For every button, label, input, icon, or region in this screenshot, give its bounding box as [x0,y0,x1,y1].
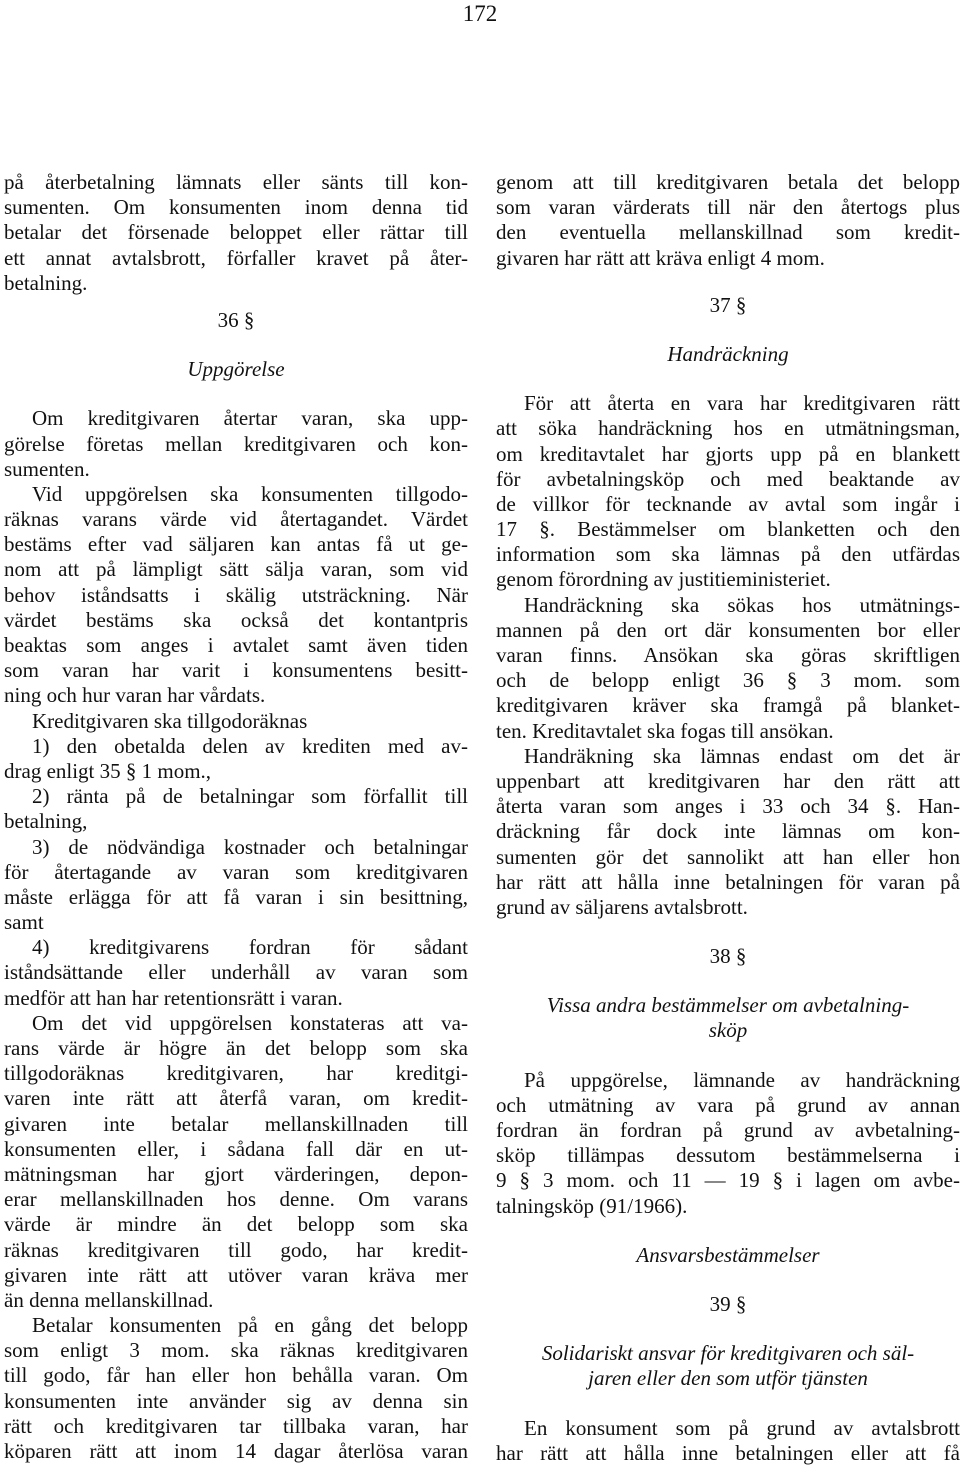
text-line: ett annat avtalsbrott, förfaller kravet på åter- [4,245,468,270]
text-line: genom förordning av justitieministeriet. [496,567,831,592]
text-line: den eventuella mellanskillnad som kredit- [496,220,960,245]
text-line: dräckning får dock inte lämnas om kon- [496,819,960,844]
text-line: konsumenten inte använder sig av denna sin [4,1388,468,1413]
text-line: erar mellanskillnaden hos denne. Om varans [4,1187,468,1212]
text-line: grund av säljarens avtalsbrott. [496,894,748,919]
text-line: 17 §. Bestämmelser om blanketten och den [496,517,960,542]
text-line: måste erlägga för att få varan i sin besittning, [4,884,468,909]
text-line: rätt och kreditgivaren tar tillbaka varan, har [4,1413,468,1438]
text-line: Om kreditgivaren återtar varan, ska upp- [32,406,468,431]
section-heading: 38 § [709,944,747,969]
section-heading: Vissa andra bestämmelser om avbetalning- [546,993,910,1018]
text-line: att söka handräckning hos en utmätningsman, [496,416,960,441]
text-line: som varan har varit i konsumentens besitt- [4,658,468,683]
spacer [496,271,960,293]
section-heading: 36 § [217,307,255,332]
text-line: information som ska lämnas på den utfärdas [496,542,960,567]
text-line: och de belopp enligt 36 § 3 mom. som [496,668,960,693]
spacer [496,318,960,342]
text-line: bestäms efter vad säljaren kan antas få ut ge- [4,532,468,557]
text-line: och utmätning av vara på grund av annan [496,1092,960,1117]
text-line: räknas varans värde vid återtagandet. Värdet [4,507,468,532]
text-line: 2) ränta på de betalningar som förfallit till [32,784,468,809]
text-line: varen inte rätt att återfå varan, om kredit- [4,1086,468,1111]
text-line: ten. Kreditavtalet ska fogas till ansökan. [496,718,834,743]
spacer [496,969,960,993]
text-line: Betalar konsumenten på en gång det belopp [32,1313,468,1338]
text-line: givaren inte betalar mellanskillnaden till [4,1111,468,1136]
spacer [496,1392,960,1416]
text-line: värde är mindre än det belopp som ska [4,1212,468,1237]
text-line: om kreditavtalet har gjorts upp på en blankett [496,441,960,466]
text-line: har rätt att hålla inne betalningen för varan på [496,869,960,894]
text-line: på återbetalning lämnats eller sänts till kon- [4,170,468,194]
spacer [496,1268,960,1292]
text-line: genom att till kreditgivaren betala det belopp [496,170,960,194]
text-line: givaren inte rätt att utöver varan kräva mer [4,1262,468,1287]
text-line: 1) den obetalda delen av krediten med av- [32,733,468,758]
text-line: För att återta en vara har kreditgivaren rätt [524,391,960,416]
spacer [496,920,960,944]
text-line: för avbetalningsköp och med beaktande av [496,466,960,491]
left-text-column [4,170,468,1464]
text-line: uppenbart att kreditgivaren har den rätt att [496,768,960,793]
spacer [496,1317,960,1341]
text-line: kreditgivaren kräver ska framgå på blanket- [496,693,960,718]
text-line: 3) de nödvändiga kostnader och betalningar [32,834,468,859]
text-line: varan finns. Ansökan ska göras skriftligen [496,643,960,667]
text-line: för återtagande av varan som kreditgivaren [4,859,468,884]
text-line: ning och hur varan har vårdats. [4,683,266,708]
text-line: Vid uppgörelsen ska konsumenten tillgodo- [32,481,468,506]
text-line: som varan värderats till när den återtogs plus [496,195,960,220]
section-heading: Uppgörelse [187,357,285,382]
text-line: görelse företas mellan kreditgivaren och kon- [4,431,468,456]
text-line: nom att på lämpligt sätt sälja varan, som vid [4,557,468,582]
text-line: fordran än fordran på grund av avbetalning- [496,1118,960,1142]
text-line: En konsument som på grund av avtalsbrott [524,1415,960,1440]
text-line: tillgodoräknas kreditgivaren, har kreditgi- [4,1061,468,1086]
spacer [496,1044,960,1068]
text-line: har rätt att hålla inne betalningen eller att få [496,1440,960,1465]
section-heading: 37 § [709,292,747,317]
text-line: 4) kreditgivarens fordran för sådant [32,935,468,960]
page-number: 172 [462,1,498,26]
text-line: På uppgörelse, lämnande av handräckning [524,1067,960,1092]
text-line: mätningsman har gjort värderingen, depon- [4,1161,468,1186]
spacer [496,1219,960,1243]
text-line: betalar det försenade beloppet eller rättar till [4,220,468,245]
text-line: medför att han har retentionsrätt i varan. [4,985,343,1010]
text-line: beaktas som anges i avtalet samt även tiden [4,633,468,657]
text-line: talningsköp (91/1966). [496,1193,688,1218]
text-line: samt [4,910,44,935]
right-text-column [496,170,960,1466]
section-heading: jaren eller den som utför tjänsten [588,1366,868,1391]
text-line: än denna mellanskillnad. [4,1287,214,1312]
text-line: rans värde är högre än det belopp som ska [4,1036,468,1060]
text-line: de villkor för tecknande av avtal som ingår i [496,491,960,516]
text-line: drag enligt 35 § 1 mom., [4,758,212,783]
text-line: Om det vid uppgörelsen konstateras att va- [32,1010,468,1035]
text-line: 9 § 3 mom. och 11 — 19 § i lagen om avbe- [496,1168,960,1193]
spacer [4,296,468,308]
text-line: betalning. [4,270,88,295]
text-line: sumenten. [4,456,90,481]
section-heading: 39 § [709,1291,747,1316]
text-line: sumenten. Om konsumenten inom denna tid [4,195,468,220]
text-line: Handräckning ska sökas hos utmätnings- [524,592,960,617]
spacer [496,367,960,391]
text-line: iståndsättande eller underhåll av varan som [4,960,468,985]
spacer [4,382,468,406]
text-line: sköp tillämpas dessutom bestämmelserna i [496,1143,960,1168]
text-line: betalning, [4,809,88,834]
spacer [4,333,468,357]
text-line: behov iståndsatts i skälig utsträckning. När [4,582,468,607]
text-line: sumenten gör det sannolikt att han eller hon [496,844,960,869]
text-line: köparen rätt att inom 14 dagar återlösa varan [4,1439,468,1463]
section-heading: Handräckning [667,341,789,366]
text-line: återta varan som anges i 33 och 34 §. Han- [496,794,960,819]
section-heading: Solidariskt ansvar för kreditgivaren och säl- [541,1341,915,1366]
text-line: konsumenten eller, i sådana fall där en ut- [4,1136,468,1161]
section-heading: Ansvarsbestämmelser [636,1242,820,1267]
text-line: räknas kreditgivaren till godo, har kredit- [4,1237,468,1262]
text-line: mannen på den ort där konsumenten bor eller [496,617,960,642]
text-line: Handräkning ska lämnas endast om det är [524,743,960,768]
text-line: givaren har rätt att kräva enligt 4 mom. [496,245,825,270]
section-heading: sköp [708,1018,748,1043]
text-line: som enligt 3 mom. ska räknas kreditgivaren [4,1338,468,1363]
text-line: Kreditgivaren ska tillgodoräknas [32,708,308,733]
text-line: till godo, får han eller hon behålla varan. Om [4,1363,468,1388]
text-line: värdet bestäms ska också det kontantpris [4,607,468,632]
